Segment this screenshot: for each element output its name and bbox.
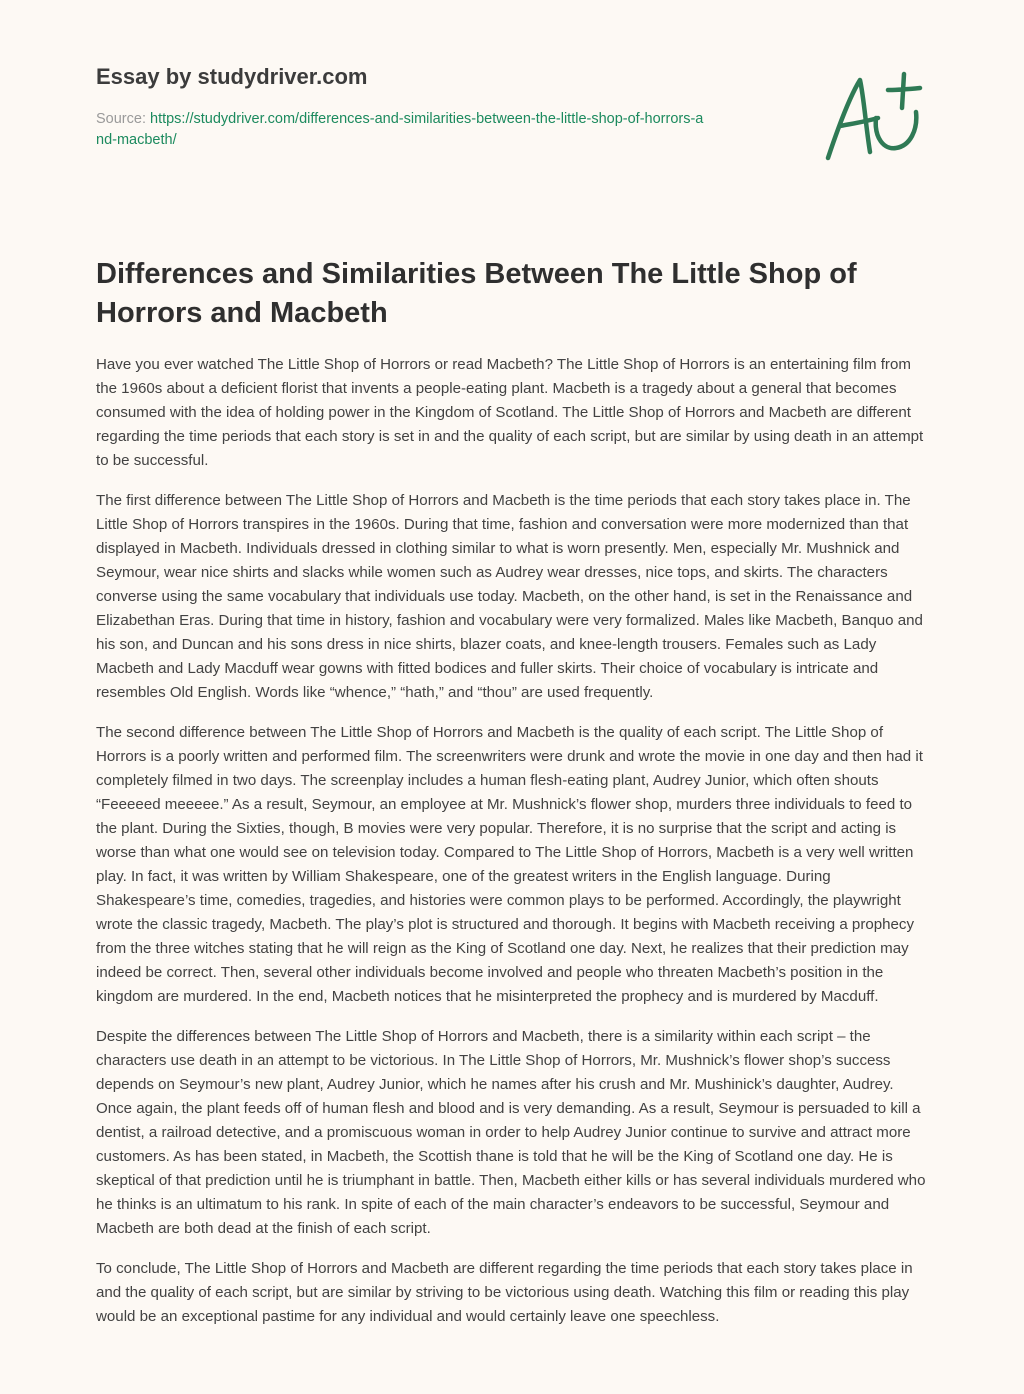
essay-paragraph-4: Despite the differences between The Little Shop of Horrors and Macbeth, there is a similarity within each script – the characters use death in an attempt to be victorious. In The Little Shop of Horrors, Mr. Mushnick’s flower shop’s success depends on Seymour’s new plant, Audrey Junior, which he names after his crush and Mr. Mushinick’s daughter, Audrey. Once again, the plant feeds off of human flesh and blood and is very demanding. As a result, Seymour is persuaded to kill a dentist, a railroad detective, and a promiscuous woman in order to help Audrey Junior continue to survive and attract more customers. As has been stated, in Macbeth, the Scottish thane is told that he will be the King of Scotland one day. He is skeptical of that prediction until he is triumphant in battle. Then, Macbeth either kills or has several individuals murdered who he thinks is an ultimatum to his rank. In spite of each of the main character’s endeavors to be successful, Seymour and Macbeth are both dead at the finish of each script. [96, 1028, 926, 1237]
essay-paragraph-5: To conclude, The Little Shop of Horrors and Macbeth are different regarding the time periods that each story takes place in and the quality of each script, but are similar by striving to be victorious using death. Watching this film or reading this play would be an exceptional pastime for any individual and would certainly leave one speechless. [96, 1260, 913, 1325]
essay-paragraph-3: The second difference between The Little Shop of Horrors and Macbeth is the quality of each script. The Little Shop of Horrors is a poorly written and performed film. The screenwriters were drunk and wrote the movie in one day and then had it completely filmed in two days. The screenplay includes a human flesh-eating plant, Audrey Junior, which often shouts “Feeeeed meeeee.” As a result, Seymour, an employee at Mr. Mushnick’s flower shop, murders three individuals to feed to the plant. During the Sixties, though, B movies were very popular. Therefore, it is no surprise that the script and acting is worse than what one would see on television today. Compared to The Little Shop of Horrors, Macbeth is a very well written play. In fact, it was written by William Shakespeare, one of the greatest writers in the English language. During Shakespeare’s time, comedies, tragedies, and histories were common plays to be performed. Accordingly, the playwright wrote the classic tragedy, Macbeth. The play’s plot is structured and thorough. It begins with Macbeth receiving a prophecy from the three witches stating that he will reign as the King of Scotland one day. Next, he realizes that their prediction may indeed be correct. Then, several other individuals become involved and people who threaten Macbeth’s position in the kingdom are murdered. In the end, Macbeth notices that he misinterpreted the prophecy and is murdered by Macduff. [96, 724, 923, 1005]
essay-paragraph-2: The first difference between The Little Shop of Horrors and Macbeth is the time periods that each story takes place in. The Little Shop of Horrors transpires in the 1960s. During that time, fashion and conversation were more modernized than that displayed in Macbeth. Individuals dressed in clothing similar to what is worn presently. Men, especially Mr. Mushnick and Seymour, wear nice shirts and slacks while women such as Audrey wear dresses, nice tops, and skirts. The characters converse using the same vocabulary that individuals use today. Macbeth, on the other hand, is set in the Renaissance and Elizabethan Eras. During that time in history, fashion and vocabulary were very formalized. Males like Macbeth, Banquo and his son, and Duncan and his sons dress in nice shirts, blazer coats, and knee-length trousers. Females such as Lady Macbeth and Lady Macduff wear gowns with fitted bodices and fuller skirts. Their choice of vocabulary is intricate and resembles Old English. Words like “whence,” “hath,” and “thou” are used frequently. [96, 492, 923, 701]
essay-body [96, 353, 930, 1345]
source-label: Source: [96, 111, 150, 127]
essay-paragraph-1: Have you ever watched The Little Shop of Horrors or read Macbeth? The Little Shop of Horrors is an entertaining film from the 1960s about a deficient florist that invents a people-eating plant. Macbeth is a tragedy about a general that becomes consumed with the idea of holding power in the Kingdom of Scotland. The Little Shop of Horrors and Macbeth are different regarding the time periods that each story is set in and the quality of each script, but are similar by using death in an attempt to be successful. [96, 356, 924, 469]
site-title: Essay by studydriver.com [96, 64, 368, 89]
source-line [96, 109, 706, 151]
a-plus-grade-icon [820, 68, 930, 168]
page-header [96, 62, 736, 151]
essay-title: Differences and Similarities Between The Little Shop of Horrors and Macbeth [96, 258, 857, 329]
source-link[interactable]: https://studydriver.com/differences-and-similarities-between-the-little-shop-of-horrors-and-macbeth/ [96, 111, 704, 148]
